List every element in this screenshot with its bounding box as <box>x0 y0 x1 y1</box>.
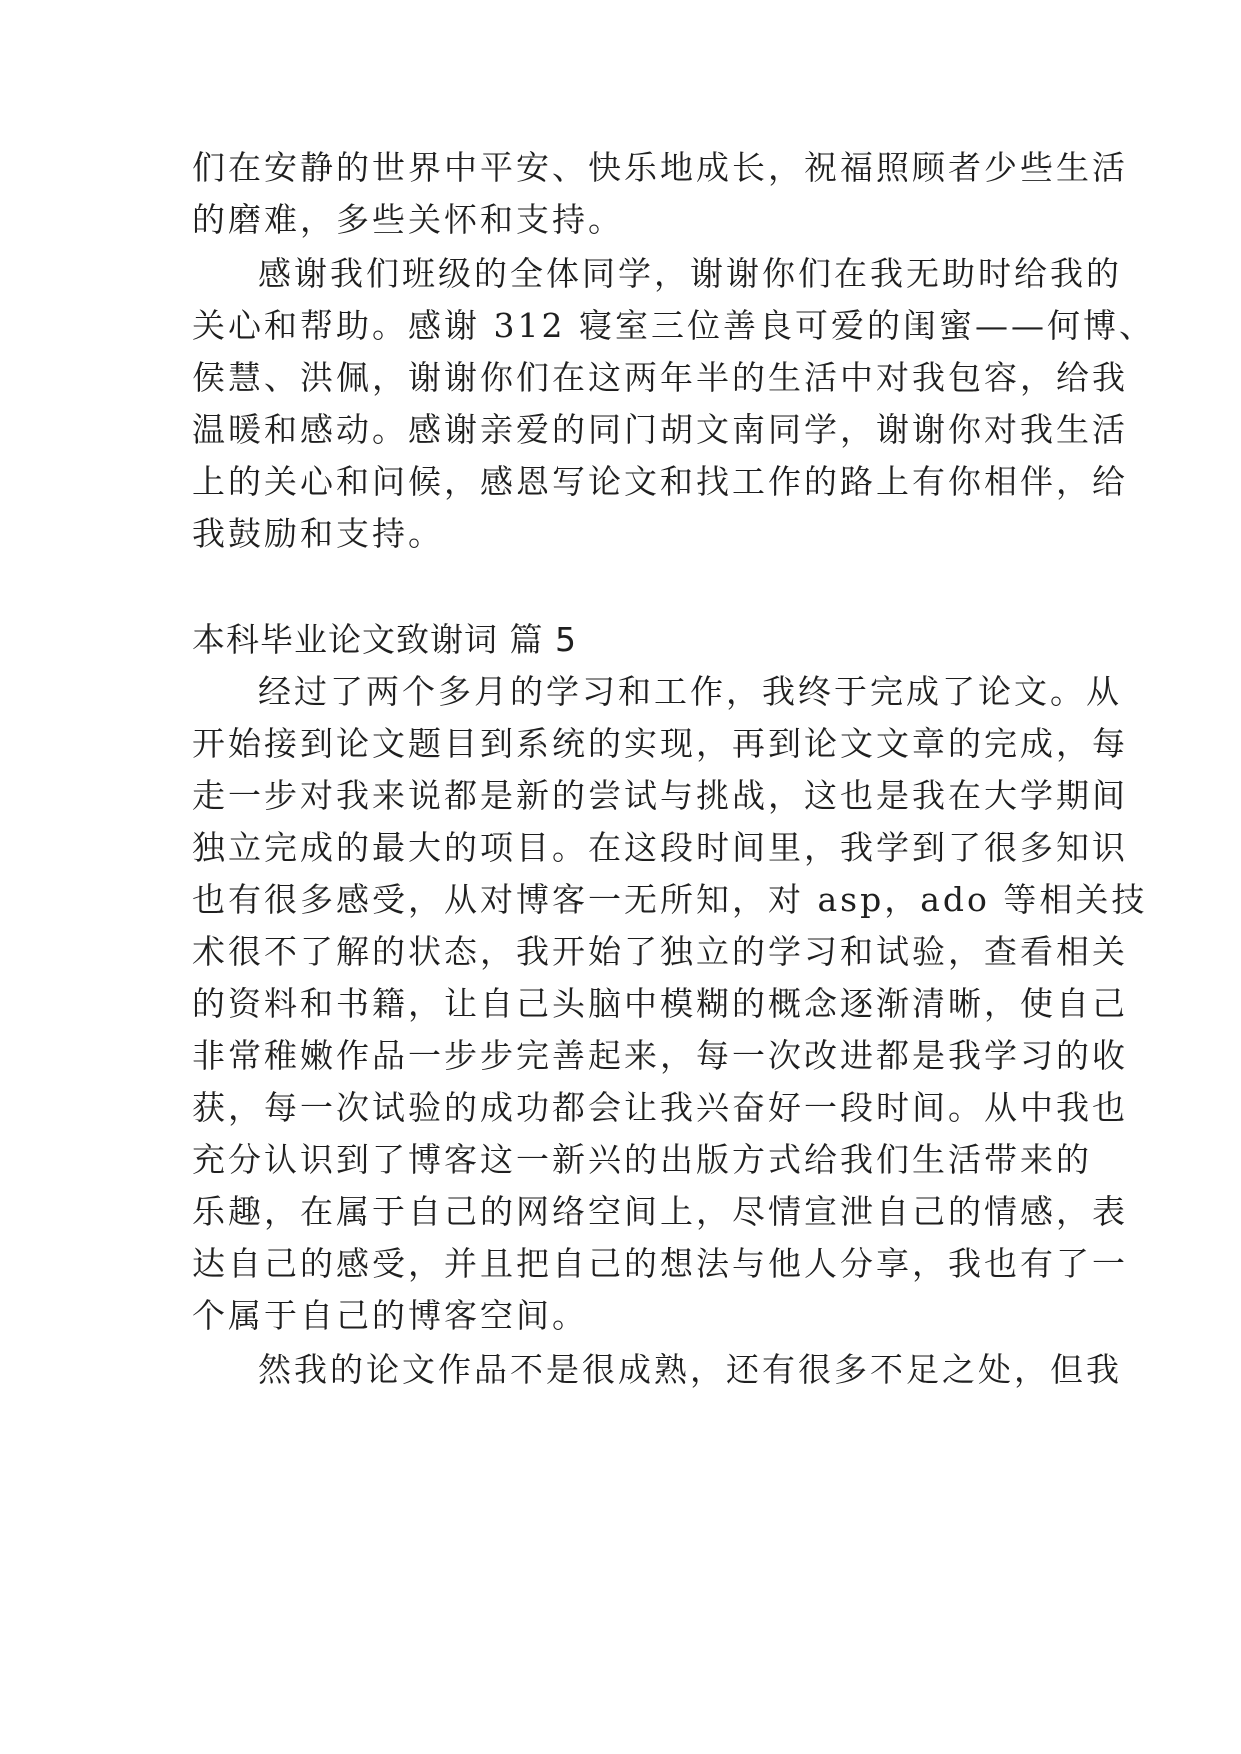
paragraph-line: 充分认识到了博客这一新兴的出版方式给我们生活带来的 <box>192 1140 1092 1179</box>
paragraph-line: 开始接到论文题目到系统的实现，再到论文文章的完成，每 <box>192 724 1128 763</box>
paragraph-line: 非常稚嫩作品一步步完善起来，每一次改进都是我学习的收 <box>192 1036 1128 1075</box>
paragraph-line: 个属于自己的博客空间。 <box>192 1296 588 1335</box>
paragraph-line: 获，每一次试验的成功都会让我兴奋好一段时间。从中我也 <box>192 1088 1128 1127</box>
paragraph-line: 也有很多感受，从对博客一无所知，对 asp，ado 等相关技 <box>192 880 1148 919</box>
paragraph-line: 走一步对我来说都是新的尝试与挑战，这也是我在大学期间 <box>192 776 1128 815</box>
paragraph-line: 乐趣，在属于自己的网络空间上，尽情宣泄自己的情感，表 <box>192 1192 1128 1231</box>
paragraph-line: 侯慧、洪佩，谢谢你们在这两年半的生活中对我包容，给我 <box>192 358 1128 397</box>
paragraph-line: 感谢我们班级的全体同学，谢谢你们在我无助时给我的 <box>258 254 1122 293</box>
section-heading: 本科毕业论文致谢词 篇 5 <box>192 620 577 659</box>
paragraph-line: 达自己的感受，并且把自己的想法与他人分享，我也有了一 <box>192 1244 1128 1283</box>
paragraph-line: 术很不了解的状态，我开始了独立的学习和试验，查看相关 <box>192 932 1128 971</box>
paragraph-line: 上的关心和问候，感恩写论文和找工作的路上有你相伴，给 <box>192 462 1128 501</box>
paragraph-line: 的磨难，多些关怀和支持。 <box>192 200 624 239</box>
paragraph-line: 关心和帮助。感谢 312 寝室三位善良可爱的闺蜜——何博、 <box>192 306 1155 345</box>
paragraph-line: 经过了两个多月的学习和工作，我终于完成了论文。从 <box>258 672 1122 711</box>
paragraph-line: 我鼓励和支持。 <box>192 514 444 553</box>
paragraph-line: 们在安静的世界中平安、快乐地成长，祝福照顾者少些生活 <box>192 148 1128 187</box>
paragraph-line: 温暖和感动。感谢亲爱的同门胡文南同学，谢谢你对我生活 <box>192 410 1128 449</box>
paragraph-line: 然我的论文作品不是很成熟，还有很多不足之处，但我 <box>258 1350 1122 1389</box>
paragraph-line: 的资料和书籍，让自己头脑中模糊的概念逐渐清晰，使自己 <box>192 984 1128 1023</box>
paragraph-line: 独立完成的最大的项目。在这段时间里，我学到了很多知识 <box>192 828 1128 867</box>
